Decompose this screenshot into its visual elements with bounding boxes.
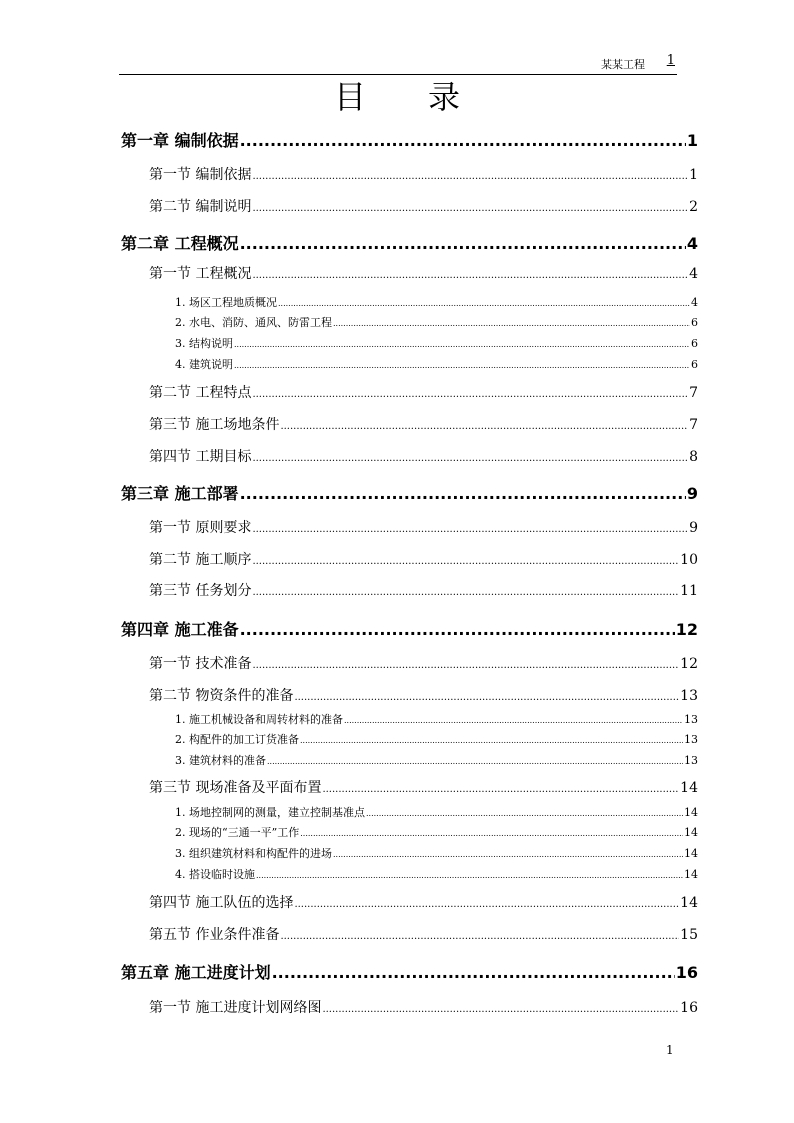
toc-dot-leader: [322, 784, 679, 795]
toc-entry-page-number: 6: [691, 337, 698, 350]
toc-sub-entry[interactable]: [175, 335, 698, 351]
toc-entry-label: 2. 构配件的加工订货准备: [175, 733, 299, 746]
header-title: 某某工程: [601, 58, 645, 71]
toc-dot-leader: [344, 716, 683, 725]
toc-sub-entry[interactable]: [175, 711, 698, 727]
toc-section-entry[interactable]: [149, 382, 698, 402]
toc-dot-leader: [267, 757, 683, 766]
toc-dot-leader: [300, 736, 683, 745]
toc-dot-leader: [333, 850, 683, 859]
toc-section-entry[interactable]: [149, 164, 698, 184]
toc-entry-label: 第三节 施工场地条件: [149, 417, 280, 433]
toc-entry-page-number: 2: [689, 199, 698, 215]
toc-sub-entry[interactable]: [175, 804, 698, 820]
toc-entry-page-number: 9: [686, 484, 698, 503]
toc-entry-page-number: 14: [684, 868, 698, 881]
toc-entry-label: 4. 搭设临时设施: [175, 868, 255, 881]
toc-chapter-entry[interactable]: [121, 481, 698, 504]
toc-entry-label: 第四节 工期目标: [149, 449, 252, 465]
toc-dot-leader: [240, 131, 686, 150]
toc-entry-page-number: 11: [680, 583, 698, 599]
toc-chapter-entry[interactable]: [121, 617, 698, 640]
toc-entry-page-number: 12: [675, 620, 698, 639]
toc-dot-leader: [234, 340, 690, 349]
toc-entry-label: 第二章 工程概况: [121, 234, 239, 253]
toc-entry-label: 第一节 技术准备: [149, 656, 252, 672]
toc-section-entry[interactable]: [149, 685, 698, 705]
footer-page-number: 1: [666, 1043, 674, 1057]
toc-dot-leader: [234, 361, 690, 370]
toc-section-entry[interactable]: [149, 414, 698, 434]
toc-entry-page-number: 14: [680, 895, 698, 911]
toc-entry-label: 第一节 原则要求: [149, 520, 252, 536]
toc-section-entry[interactable]: [149, 263, 698, 283]
toc-entry-label: 4. 建筑说明: [175, 358, 233, 371]
toc-dot-leader: [252, 270, 688, 281]
toc-dot-leader: [256, 871, 683, 880]
toc-entry-page-number: 10: [680, 552, 698, 568]
toc-entry-label: 1. 场区工程地质概况: [175, 296, 277, 309]
toc-entry-label: 第三节 现场准备及平面布置: [149, 780, 322, 796]
toc-dot-leader: [294, 899, 679, 910]
toc-entry-page-number: 15: [680, 927, 698, 943]
toc-entry-page-number: 14: [684, 806, 698, 819]
toc-sub-entry[interactable]: [175, 866, 698, 882]
toc-entry-label: 3. 建筑材料的准备: [175, 754, 266, 767]
toc-entry-page-number: 4: [691, 296, 698, 309]
toc-dot-leader: [240, 234, 686, 253]
toc-entry-page-number: 13: [684, 733, 698, 746]
toc-entry-page-number: 6: [691, 358, 698, 371]
toc-dot-leader: [366, 809, 683, 818]
toc-entry-page-number: 7: [689, 385, 698, 401]
toc-dot-leader: [252, 556, 679, 567]
toc-section-entry[interactable]: [149, 446, 698, 466]
toc-section-entry[interactable]: [149, 892, 698, 912]
toc-sub-entry[interactable]: [175, 752, 698, 768]
toc-entry-page-number: 13: [680, 688, 698, 704]
toc-dot-leader: [294, 692, 679, 703]
toc-entry-page-number: 16: [675, 963, 698, 982]
toc-entry-label: 第四章 施工准备: [121, 620, 239, 639]
toc-dot-leader: [240, 620, 675, 639]
toc-sub-entry[interactable]: [175, 845, 698, 861]
toc-dot-leader: [252, 203, 688, 214]
toc-entry-label: 第四节 施工队伍的选择: [149, 895, 294, 911]
toc-dot-leader: [252, 171, 688, 182]
toc-dot-leader: [333, 319, 690, 328]
toc-entry-label: 第一章 编制依据: [121, 131, 239, 150]
toc-entry-page-number: 4: [686, 234, 698, 253]
toc-section-entry[interactable]: [149, 580, 698, 600]
toc-chapter-entry[interactable]: [121, 231, 698, 254]
toc-entry-page-number: 13: [684, 754, 698, 767]
toc-entry-label: 第一节 施工进度计划网络图: [149, 1000, 322, 1016]
toc-sub-entry[interactable]: [175, 356, 698, 372]
toc-chapter-entry[interactable]: [121, 128, 698, 151]
toc-entry-label: 第一节 工程概况: [149, 266, 252, 282]
toc-dot-leader: [252, 587, 679, 598]
toc-entry-label: 2. 水电、消防、通风、防雷工程: [175, 316, 332, 329]
page-header: [119, 52, 677, 75]
toc-entry-page-number: 7: [689, 417, 698, 433]
toc-entry-label: 第一节 编制依据: [149, 167, 252, 183]
toc-dot-leader: [240, 484, 686, 503]
toc-entry-label: 2. 现场的“三通一平”工作: [175, 826, 300, 839]
toc-entry-label: 第五节 作业条件准备: [149, 927, 280, 943]
toc-sub-entry[interactable]: [175, 824, 698, 840]
toc-entry-page-number: 9: [689, 520, 698, 536]
toc-entry-label: 1. 施工机械设备和周转材料的准备: [175, 713, 343, 726]
toc-entry-page-number: 12: [680, 656, 698, 672]
toc-entry-label: 第二节 施工顺序: [149, 552, 252, 568]
toc-section-entry[interactable]: [149, 517, 698, 537]
toc-entry-label: 第二节 编制说明: [149, 199, 252, 215]
toc-sub-entry[interactable]: [175, 314, 698, 330]
toc-dot-leader: [278, 299, 690, 308]
toc-entry-label: 第二节 物资条件的准备: [149, 688, 294, 704]
header-page-number: 1: [666, 53, 675, 68]
toc-chapter-entry[interactable]: [121, 960, 698, 983]
toc-entry-label: 3. 组织建筑材料和构配件的进场: [175, 847, 332, 860]
toc-entry-label: 第三节 任务划分: [149, 583, 252, 599]
toc-dot-leader: [280, 931, 679, 942]
toc-entry-page-number: 8: [689, 449, 698, 465]
toc-section-entry[interactable]: [149, 549, 698, 569]
toc-dot-leader: [272, 963, 675, 982]
toc-dot-leader: [252, 524, 688, 535]
toc-dot-leader: [252, 389, 688, 400]
toc-entry-label: 3. 结构说明: [175, 337, 233, 350]
toc-section-entry[interactable]: [149, 777, 698, 797]
toc-dot-leader: [252, 660, 679, 671]
toc-entry-page-number: 4: [689, 266, 698, 282]
toc-entry-page-number: 14: [680, 780, 698, 796]
toc-entry-page-number: 14: [684, 826, 698, 839]
toc-entry-label: 第三章 施工部署: [121, 484, 239, 503]
toc-dot-leader: [280, 421, 688, 432]
toc-entry-page-number: 14: [684, 847, 698, 860]
toc-entry-page-number: 16: [680, 1000, 698, 1016]
document-title: 目录: [333, 78, 522, 116]
toc-sub-entry[interactable]: [175, 294, 698, 310]
toc-entry-label: 第五章 施工进度计划: [121, 963, 271, 982]
toc-sub-entry[interactable]: [175, 731, 698, 747]
toc-entry-label: 1. 场地控制网的测量，建立控制基准点: [175, 806, 365, 819]
toc-entry-page-number: 13: [684, 713, 698, 726]
toc-entry-page-number: 1: [689, 167, 698, 183]
toc-section-entry[interactable]: [149, 924, 698, 944]
toc-section-entry[interactable]: [149, 997, 698, 1017]
toc-dot-leader: [300, 829, 683, 838]
toc-dot-leader: [252, 453, 688, 464]
toc-section-entry[interactable]: [149, 653, 698, 673]
toc-entry-page-number: 6: [691, 316, 698, 329]
toc-entry-page-number: 1: [686, 131, 698, 150]
toc-section-entry[interactable]: [149, 196, 698, 216]
toc-dot-leader: [322, 1004, 679, 1015]
toc-entry-label: 第二节 工程特点: [149, 385, 252, 401]
